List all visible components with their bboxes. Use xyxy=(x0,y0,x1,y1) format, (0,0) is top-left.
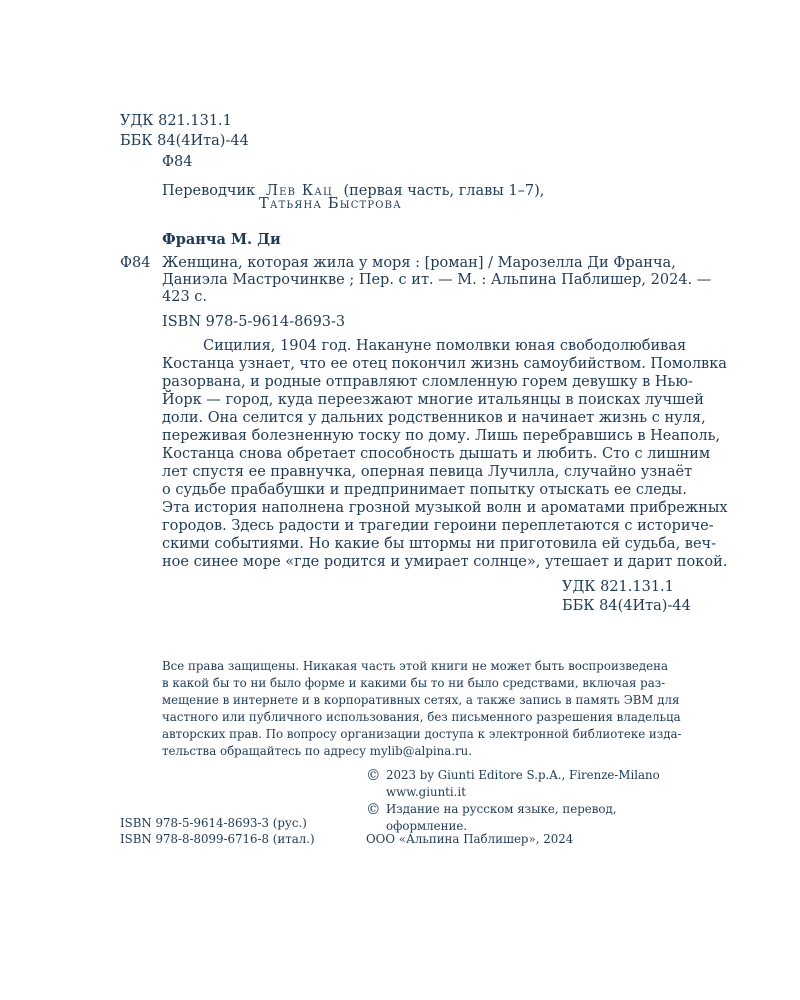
rights-line: тельства обращайтесь по адресу mylib@alpina.ru. xyxy=(162,744,473,758)
annotation-line: Костанца снова обретает способность дышать и любить. Сто с лишним xyxy=(162,446,711,462)
annotation-line: Сицилия, 1904 год. Накануне помолвки юная свободолюбивая xyxy=(203,338,687,354)
record-line-2: Даниэла Мастрочинкве ; Пер. с ит. — М. : Альпина Паблишер, 2024. — xyxy=(162,272,712,288)
isbn-ital: ISBN 978-8-8099-6716-8 (итал.) xyxy=(120,832,315,846)
annotation-line: доли. Она селится у дальних родственников и начинает жизнь с нуля, xyxy=(162,410,706,426)
annotation-line: Йорк — город, куда переезжают многие итальянцы в поисках лучшей xyxy=(162,392,704,408)
annotation-line: разорвана, и родные отправляют сломленную горем девушку в Нью- xyxy=(162,374,693,390)
annotation-line: о судьбе прабабушки и предпринимает попытку отыскать ее следы. xyxy=(162,482,687,498)
udk-code: УДК 821.131.1 xyxy=(120,113,232,129)
annotation-line: ное синее море «где родится и умирает солнце», утешает и дарит покой. xyxy=(162,554,728,570)
record-code: Ф84 xyxy=(120,255,151,271)
annotation-line: городов. Здесь радости и трагедии героини переплетаются с историче- xyxy=(162,518,714,534)
copyright-line-3b: оформление. xyxy=(386,819,468,833)
author-heading: Франча М. Ди xyxy=(162,231,281,248)
copyright-symbol: © xyxy=(366,768,381,784)
rights-line: частного или публичного использования, без письменного разрешения владельца xyxy=(162,710,681,724)
translator-note-1: (первая часть, главы 1–7), xyxy=(343,183,545,199)
copyright-line-3a: Издание на русском языке, перевод, xyxy=(386,802,617,816)
isbn-rus: ISBN 978-5-9614-8693-3 (рус.) xyxy=(120,816,307,830)
rights-line: в какой бы то ни было форме и какими бы то ни было средствами, включая раз- xyxy=(162,676,666,690)
annotation-line: Эта история наполнена грозной музыкой волн и ароматами прибрежных xyxy=(162,500,728,516)
rights-line: Все права защищены. Никакая часть этой книги не может быть воспроизведена xyxy=(162,659,669,673)
copyright-line-1: 2023 by Giunti Editore S.p.A., Firenze-Milano xyxy=(386,768,660,782)
bbk-code: ББК 84(4Ита)-44 xyxy=(120,133,249,149)
record-line-1: Женщина, которая жила у моря : [роман] / Марозелла Ди Франча, xyxy=(162,255,676,271)
copyright-line-4: ООО «Альпина Паблишер», 2024 xyxy=(366,832,574,846)
rights-line: мещение в интернете и в корпоративных сетях, а также запись в память ЭВМ для xyxy=(162,693,680,707)
udk-code-footer: УДК 821.131.1 xyxy=(562,579,674,595)
copyright-symbol: © xyxy=(366,802,381,818)
annotation-line: скими событиями. Но какие бы штормы ни приготовила ей судьба, веч- xyxy=(162,536,717,552)
translator-label: Переводчик xyxy=(162,183,256,199)
annotation-line: Костанца узнает, что ее отец покончил жизнь самоубийством. Помолвка xyxy=(162,356,727,372)
annotation-line: лет спустя ее правнучка, оперная певица Лучилла, случайно узнаёт xyxy=(162,464,693,480)
translator-name-1: Лев Кац xyxy=(265,183,333,199)
rights-line: авторских прав. По вопросу организации доступа к электронной библиотеке изда- xyxy=(162,727,682,741)
record-line-3: 423 с. xyxy=(162,289,208,305)
translator-name-2: Татьяна Быстрова xyxy=(259,196,402,212)
copyright-url: www.giunti.it xyxy=(386,785,466,799)
record-isbn: ISBN 978-5-9614-8693-3 xyxy=(162,314,346,330)
annotation-line: переживая болезненную тоску по дому. Лишь перебравшись в Неаполь, xyxy=(162,428,721,444)
author-code: Ф84 xyxy=(162,154,193,170)
bbk-code-footer: ББК 84(4Ита)-44 xyxy=(562,598,691,614)
